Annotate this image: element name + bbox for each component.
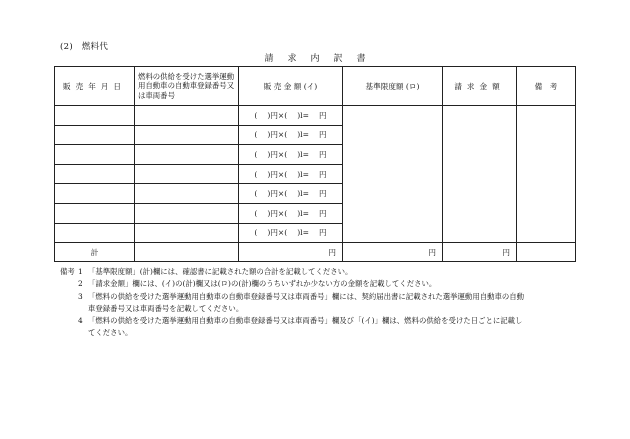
table-header-row — [55, 67, 576, 106]
sale-date-cell[interactable] — [55, 125, 135, 145]
total-limit-amount[interactable]: 円 — [343, 243, 443, 262]
vehicle-number-cell[interactable] — [135, 184, 239, 204]
header-remarks: 備 考 — [517, 67, 576, 106]
sales-amount-cell[interactable]: ( )円×( )l= 円 — [239, 164, 343, 184]
notes-section — [60, 266, 580, 340]
section-title: (2) 燃料代 — [60, 42, 109, 52]
note-text: 「請求金額」欄には、(イ)の(計)欄又は(ロ)の(計)欄のうちいずれか少ない方の金額を記載してください。 — [88, 279, 437, 289]
sale-date-cell[interactable] — [55, 106, 135, 126]
vehicle-number-cell[interactable] — [135, 164, 239, 184]
sale-date-cell[interactable] — [55, 203, 135, 223]
note-item — [60, 315, 580, 327]
note-item — [60, 266, 580, 278]
request-amount-cell[interactable] — [443, 106, 517, 243]
header-sale-date: 販売年月日 — [55, 67, 135, 106]
limit-amount-cell[interactable] — [343, 106, 443, 243]
sale-date-cell[interactable] — [55, 145, 135, 165]
sales-amount-cell[interactable]: ( )円×( )l= 円 — [239, 125, 343, 145]
document-title: 請求内訳書 — [264, 54, 380, 64]
total-label: 計 — [55, 243, 135, 262]
sales-amount-cell[interactable]: ( )円×( )l= 円 — [239, 106, 343, 126]
sales-amount-cell[interactable]: ( )円×( )l= 円 — [239, 223, 343, 243]
notes-heading: 備考 — [60, 267, 75, 276]
table-row — [55, 106, 576, 126]
sale-date-cell[interactable] — [55, 184, 135, 204]
total-remarks-cell — [517, 243, 576, 262]
sale-date-cell[interactable] — [55, 223, 135, 243]
vehicle-number-cell[interactable] — [135, 145, 239, 165]
note-number: 1 — [78, 267, 83, 276]
total-vehicle-cell — [135, 243, 239, 262]
sales-amount-cell[interactable]: ( )円×( )l= 円 — [239, 145, 343, 165]
note-text: 「燃料の供給を受けた選挙運動用自動車の自動車登録番号又は車両番号」欄及び「(イ)」欄は、燃料の供給を受けた日ごとに記載し — [88, 316, 523, 326]
note-text-continued: 車登録番号又は車両番号を記載してください。 — [88, 303, 244, 313]
vehicle-number-cell[interactable] — [135, 125, 239, 145]
note-number: 4 — [78, 316, 83, 326]
header-request-amount: 請求金額 — [443, 67, 517, 106]
vehicle-number-cell[interactable] — [135, 223, 239, 243]
note-text: 「基準限度額」(計)欄には、確認書に記載された額の合計を記載してください。 — [88, 267, 353, 276]
note-item — [60, 278, 580, 290]
total-request-amount[interactable]: 円 — [443, 243, 517, 262]
vehicle-number-cell[interactable] — [135, 203, 239, 223]
sales-amount-cell[interactable]: ( )円×( )l= 円 — [239, 184, 343, 204]
total-row — [55, 243, 576, 262]
sale-date-cell[interactable] — [55, 164, 135, 184]
note-number: 3 — [78, 291, 83, 301]
note-text-continued: てください。 — [88, 328, 133, 338]
vehicle-number-cell[interactable] — [135, 106, 239, 126]
sales-amount-cell[interactable]: ( )円×( )l= 円 — [239, 203, 343, 223]
total-sales-amount[interactable]: 円 — [239, 243, 343, 262]
header-limit-amount: 基準限度額 (ロ) — [343, 67, 443, 106]
note-number: 2 — [78, 279, 83, 289]
header-sales-amount: 販 売 金 額 (イ) — [239, 67, 343, 106]
header-vehicle: 燃料の供給を受けた選挙運動用自動車の自動車登録番号又は車両番号 — [135, 67, 239, 106]
note-item — [60, 291, 580, 303]
note-text: 「燃料の供給を受けた選挙運動用自動車の自動車登録番号又は車両番号」欄には、契約届出書に記載された選挙運動用自動車の自動 — [88, 291, 525, 301]
request-breakdown-table — [54, 66, 576, 262]
remarks-cell[interactable] — [517, 106, 576, 243]
